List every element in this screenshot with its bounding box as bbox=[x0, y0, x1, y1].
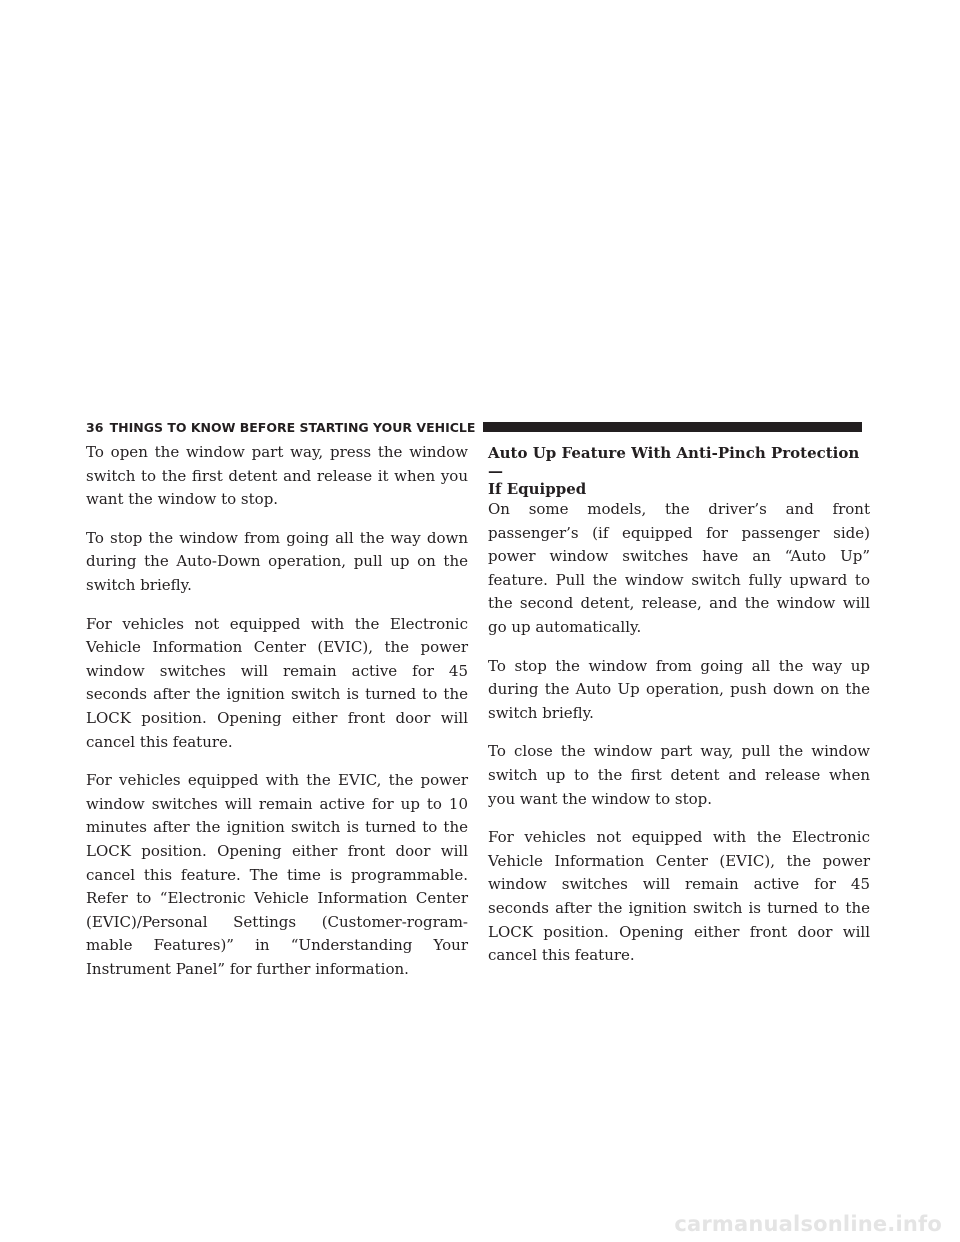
left-column bbox=[86, 441, 468, 996]
heading-line-1: Auto Up Feature With Anti-Pinch Protection — bbox=[488, 444, 860, 480]
watermark: carmanualsonline.info bbox=[674, 1212, 942, 1236]
paragraph-no-evic: For vehicles not equipped with the Electronic Vehicle Information Center (EVIC), the power window switches will remain active for 45 seconds after the ignition switch is turned to the LOCK position. Opening either front door will cancel this feature. bbox=[86, 614, 468, 751]
right-column bbox=[488, 441, 870, 983]
header-rule bbox=[483, 422, 862, 432]
page-number: 36 bbox=[86, 419, 104, 435]
page-header bbox=[86, 418, 862, 436]
paragraph-open-part-way: To open the window part way, press the window switch to the first detent and release it when you want the window to stop. bbox=[86, 443, 468, 509]
section-title: THINGS TO KNOW BEFORE STARTING YOUR VEHICLE bbox=[109, 419, 476, 435]
heading-line-2: If Equipped bbox=[488, 480, 587, 498]
paragraph-with-evic: For vehicles equipped with the EVIC, the power window switches will remain active for up to 10 minutes after the ignition switch is turned to the LOCK position. Opening either front door will cancel this feature. The time is programmable. Refer to “Electronic Vehicle Information Center (EVIC)/Personal Settings (Customer-rogram-mable Features)” in “Understanding Your Instrument Panel” for further information. bbox=[86, 771, 468, 978]
paragraph-no-evic-right: For vehicles not equipped with the Electronic Vehicle Information Center (EVIC), the power window switches will remain active for 45 seconds after the ignition switch is turned to the LOCK position. Opening either front door will cancel this feature. bbox=[488, 828, 870, 965]
paragraph-auto-up: On some models, the driver’s and front passenger’s (if equipped for passenger side) power window switches have an “Auto Up” feature. Pull the window switch fully upward to the second detent, release, and the window will go up automatically. bbox=[488, 500, 870, 636]
paragraph-stop-auto-down: To stop the window from going all the way down during the Auto-Down operation, pull up on the switch briefly. bbox=[86, 528, 468, 594]
paragraph-close-part-way: To close the window part way, pull the window switch up to the first detent and release when you want the window to stop. bbox=[488, 742, 870, 808]
section-heading bbox=[488, 441, 870, 498]
paragraph-stop-auto-up: To stop the window from going all the way up during the Auto Up operation, push down on the switch briefly. bbox=[488, 656, 870, 722]
